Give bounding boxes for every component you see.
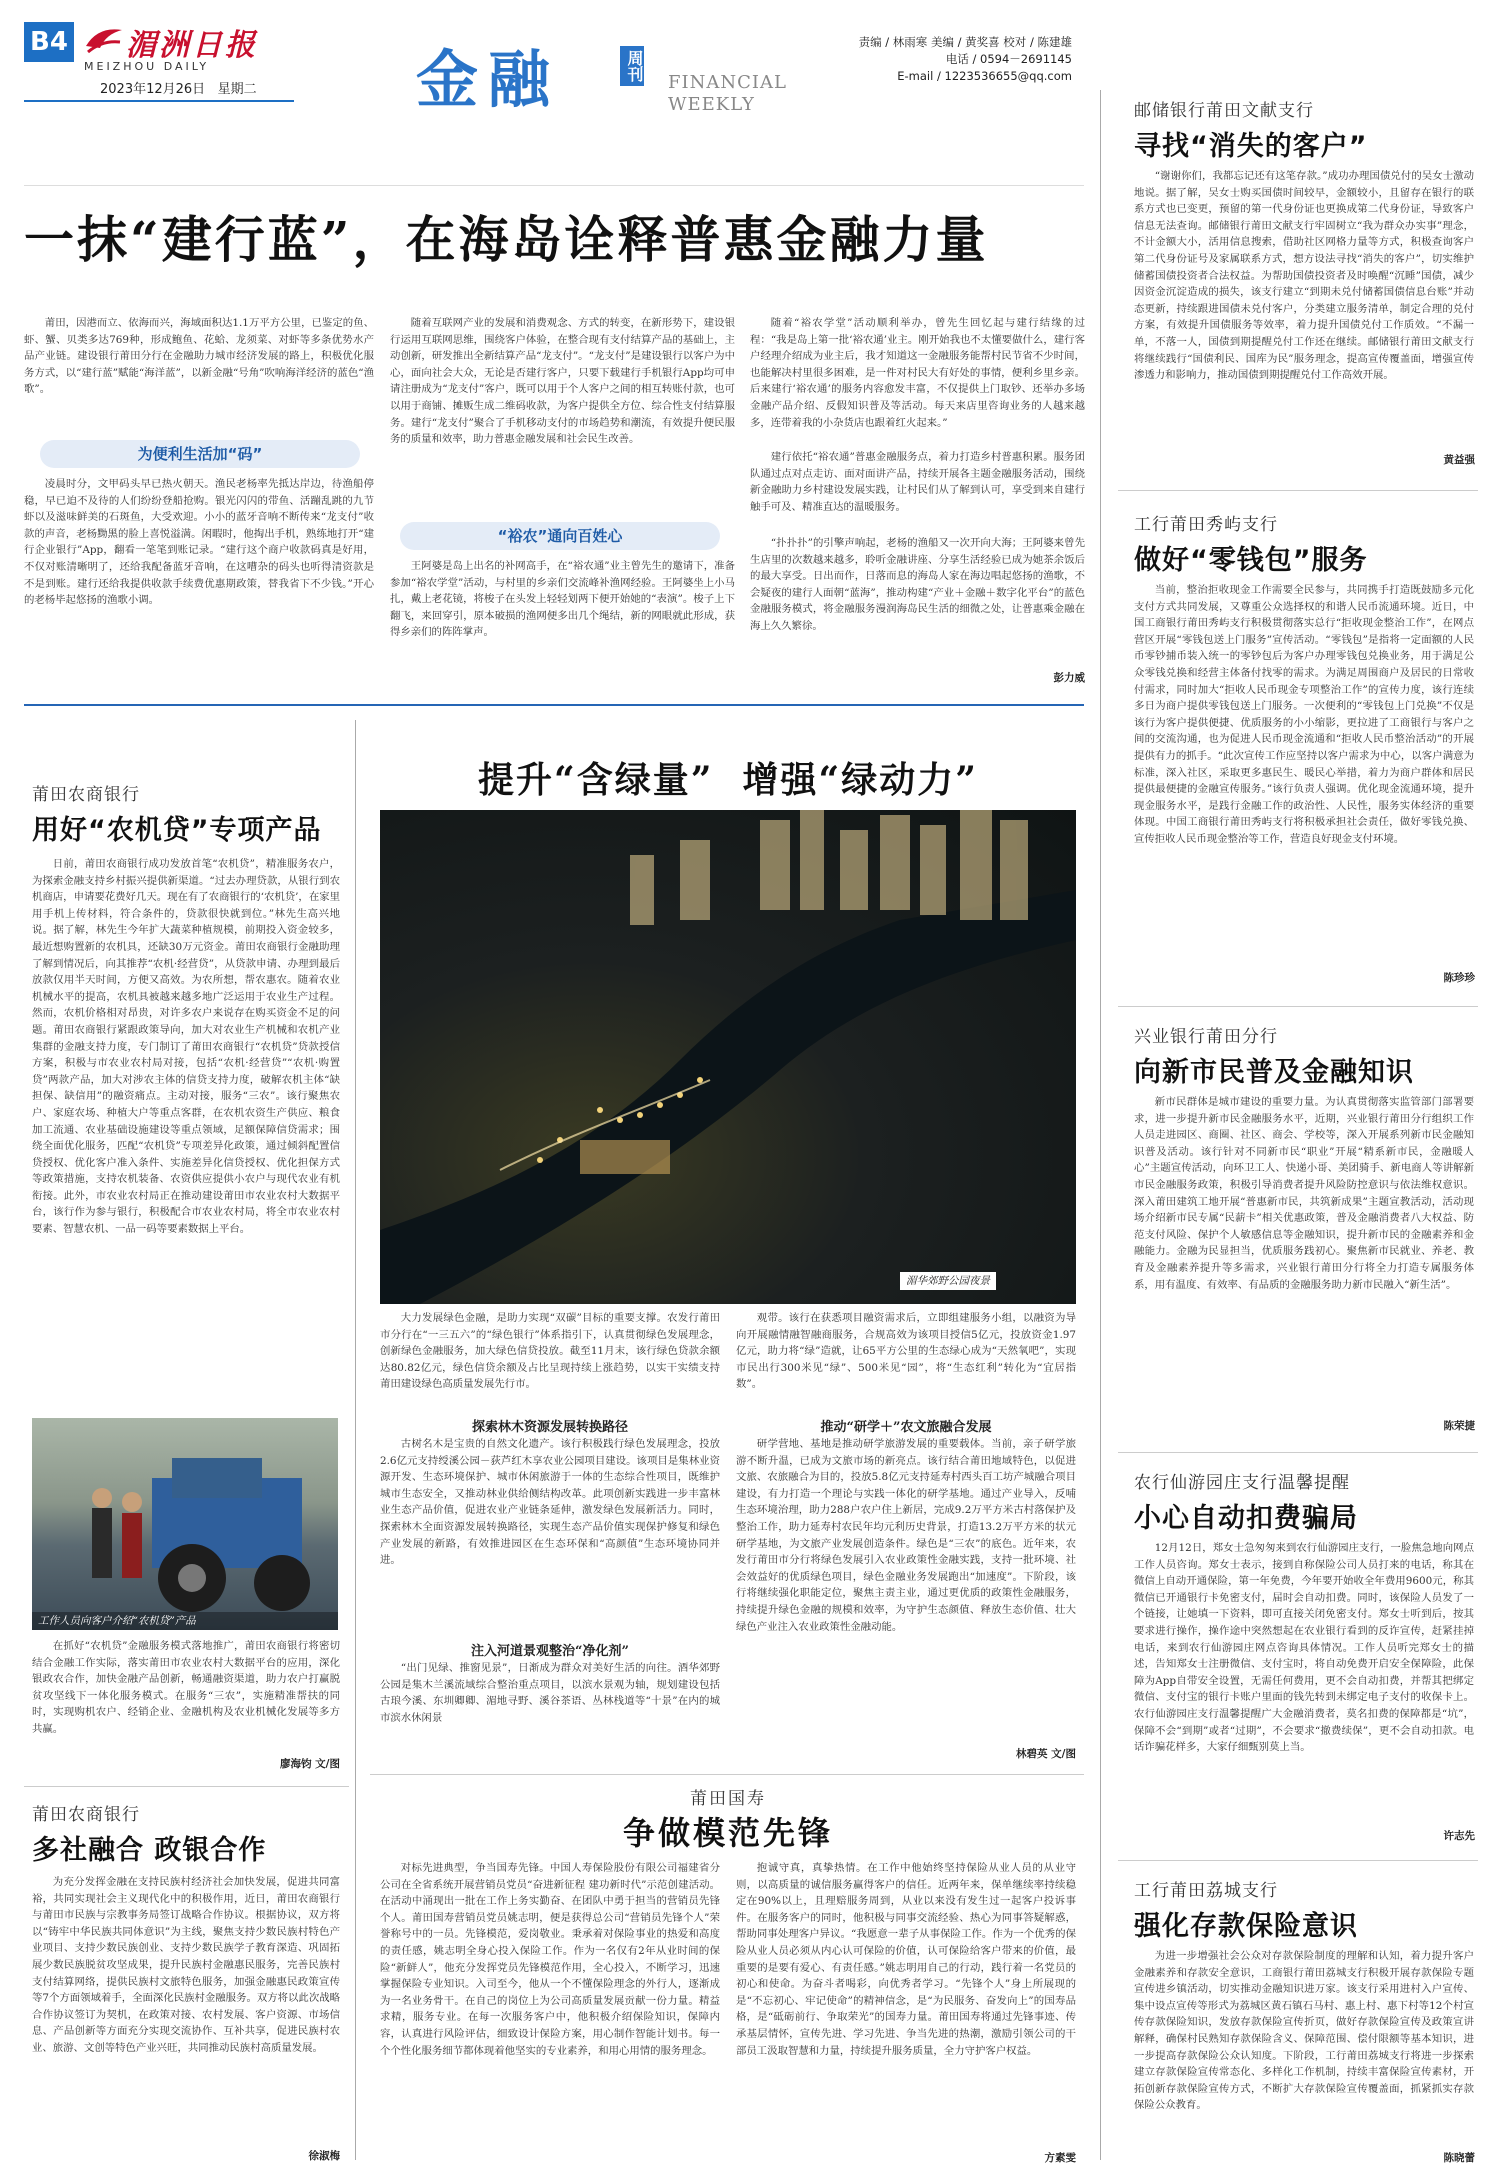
right-col-divider bbox=[1100, 90, 1101, 2160]
center-sub3: 推动“研学＋”农文旅融合发展 bbox=[820, 1420, 992, 1435]
rc2-text: 当前，整治拒收现金工作需要全民参与，共同携手打造既鼓励多元化支付方式共同发展，又尊重公众选择权的和谐人民币流通环境。近日，中国工商银行莆田秀屿支行积极贯彻落实总行“拒收现金整治工作”，在网点营区开展“零钱包送上门服务”宣传活动。“零钱包”是指将一定面额的人民币零钞捕币装入统一的零钞包后为客户办理零钱包兑换业务，用于满足公众零钱兑换和经营主体备付找零的需求。为满足周围商户及居民的日常收付需求，同时加大“拒收人民币现金专项整治工作”的宣传力度，该行连续多日为商户提供零钱包送上门服务。一次便利的“零钱包上门兑换”不仅是该行为客户提供便捷、优质服务的小小缩影，更拉进了工商银行与客户之间的交流沟通，也为促进人民币现金流通和“拒收人民币整治活动”的开展提供有力的抓手。“此次宣传工作应坚持以客户需求为中心，以客户满意为标准，深入社区，采取更多惠民生、暖民心举措，着力为商户群体和居民提供最便捷的金融宣传服务。”该行负责人强调。优化现金流通环境，提升现金服务水平，是践行金融工作的政治性、人民性，服务实体经济的重要体现。中国工商银行莆田秀屿支行将积极承担社会责任，做好零钱兑换、宣传拒收人民币现金整治等工作，营造良好现金支付环境。 bbox=[1134, 584, 1474, 845]
center-intro-a: 大力发展绿色金融，是助力实现“双碳”目标的重要支撑。农发行莆田市分行在“一三五六”的“绿色银行”体系指引下，认真贯彻绿色发展理念，创新绿色金融服务，加大绿色信贷投放。截至11月末，该行绿色贷款余额达80.82亿元，绿色信贷余额及占比呈现持续上涨趋势，以实干实绩支持莆田建设绿色高质量发展先行市。 bbox=[380, 1312, 720, 1391]
center-author: 林碧英 文/图 bbox=[920, 1746, 1076, 1761]
center-sec3: 研学营地、基地是推动研学旅游发展的重要载体。当前，亲子研学旅游不断升温，已成为文旅市场的新亮点。该行结合莆田地域特色，以促进文旅、农旅融合为目的，投放5.8亿元支持延寿村西头百工坊产城融合项目建设，有力打造一个理论与实践一体化的研学基地。通过产业导入，反哺生态环境治理，助力288户农户住上新居，完成9.2万平方米古村落保护及整治工作，助力延寿村农民年均元利历史背景，打造13.2万平方米的状元研学基地，为文旅产业发展创造条件。绿色是“三农”的底色。近年来，农发行莆田市分行将绿色发展引入农业政策性金融实践，支持一批环境、社会效益好的优质绿色项目，绿色金融业务发展跑出“加速度”。下阶段，该行将继续强化职能定位，聚焦主责主业，通过更优质的政策性金融服务，持续提升绿色金融的规模和效率，为守护生态颜值、释放生态价值、壮大绿色产业注入农业政策性金融动能。 bbox=[736, 1438, 1076, 1633]
page-number-box: B4 bbox=[24, 22, 74, 62]
rc4-kicker: 农行仙游园庄支行温馨提醒 bbox=[1134, 1473, 1350, 1493]
rc1-text: “谢谢你们，我都忘记还有这笔存款。”成功办理国债兑付的吴女士激动地说。据了解，吴女士购买国债时间较早，金额较小，且留存在银行的联系方式也已变更，预留的第一代身份证也更换成第二代身份证，导致客户信息无法查询。邮储银行莆田文献支行牢固树立“我为群众办实事”理念，不计金额大小，活用信息搜索，借助社区网格力量等方式，积极查询客户第二代身份证号及家属联系方式，想方设法寻找“消失的客户”，切实维护储蓄国债投资者合法权益。为帮助国债投资者及时唤醒“沉睡”国债，减少因资金沉淀造成的损失，该支行建立“到期未兑付储蓄国债信息台账”并动态更新，持续跟进国债未兑付客户，分类建立服务清单，制定合理的兑付方案，有效提升国债服务等效率，着力提升国债兑付工作质效。“不漏一单，不落一人，国债到期提醒兑付工作还在继续。邮储银行莆田文献支行将继续践行“国债利民、国库为民”服务理念，提高宣传覆盖面，增强宣传渗透力和影响力，推动国债到期提醒兑付工作高效开展。 bbox=[1134, 170, 1474, 382]
rc2-rule bbox=[1118, 1006, 1478, 1007]
center-sec2: “出门见绿、推窗见景”，日渐成为群众对美好生活的向往。酒华郊野公园是集木兰溪流域综合整治重点项目，以滨水景观为轴，规划建设包括古琅今溪、东圳卿卿、湄地寻野、溪谷茶语、丛林栈道等“十景”在内的城市滨水休闲景 bbox=[380, 1662, 720, 1724]
lc2-author: 徐淑梅 bbox=[308, 2150, 340, 2162]
rc5-kicker: 工行莆田荔城支行 bbox=[1134, 1881, 1278, 1901]
rc4-title: 小心自动扣费骗局 bbox=[1134, 1503, 1358, 1534]
lead-col3c-text: “扑扑扑”的引擎声响起，老杨的渔船又一次开向大海；王阿婆来曾先生店里的次数越来越多，聆听金融讲座、分享生活经验已成为她茶余饭后的最大享受。日出而作，日落而息的海岛人家在海边唱起悠扬的渔歌，不会疑夜的建行人面朝“蓝海”，推动构建“产业＋金融＋数字化平台”的蓝色金融服务模式，将金融服务漫润海岛民生活的细微之处，让普惠乘金融在海上久久繁徐。 bbox=[750, 537, 1085, 632]
insurance-col1: 对标先进典型，争当国寿先锋。中国人寿保险股份有限公司福建省分公司在全省系统开展营销员党员“奋进新征程 建功新时代”示范创建活动。在活动中涌现出一批在工作上务实勤奋、在团队中勇于担当的营销员先锋个人。莆田国寿营销员党员姚志明，便是获得总公司“营销员先锋个人”荣誉称号中的一员。先锋模范，爱岗敬业。秉承着对保险事业的热爱和高度的责任感，姚志明全身心投入保险工作。作为一名仅有2年从业时间的保险“新鲜人”，他充分发挥党员先锋模范作用，全心投入，不断学习，迅速掌握保险专业知识。入司至今，他从一个不懂保险理念的外行人，逐渐成为一名业务骨干。在自己的岗位上为公司高质量发展贡献一份力量。精益求精，服务专业。在每一次服务客户中，他积极介绍保险知识，保障内容，认真进行风险评估，细致设计保险方案，用心制作智能计划书。每一个个性化服务细节都体现着他坚实的专业素养，和用心用情的服务理念。 bbox=[380, 1862, 720, 2057]
staff-credits: 责编 / 林雨寒 美编 / 黄奖喜 校对 / 陈建雄 电话 / 0594－2691145 E-mail / 1223536655@qq.com bbox=[858, 35, 1072, 83]
rc2-author: 陈珍珍 bbox=[1320, 970, 1475, 985]
lc1-rule bbox=[24, 1786, 349, 1787]
insurance-col2: 抱诚守真，真挚热情。在工作中他始终坚持保险从业人员的从业守则，以高质量的诚信服务赢得客户的信任。近两年来，保单继续率持续稳定在90%以上，且理赔服务周到，从业以来没有发生过一起客户投诉事件。在服务客户的同时，他积极与同事交流经验、热心为同事答疑解惑，帮助同事处理客户异议。“我愿意一辈子从事保险工作。作为一个优秀的保险从业人员必须从内心认可保险的价值，认可保险给客户带来的价值，最重要的是要有爱心、有责任感。”姚志明用自己的行动，践行着一名党员的初心和使命。为奋斗者喝彩，向优秀者学习。“先锋个人”身上所展现的是“不忘初心、牢记使命”的精神信念，是“为民服务、奋发向上”的国寿品格，是“砥砺前行、争取荣光”的国寿力量。莆田国寿将通过先锋事迹、传承基层情怀，宣传先进、学习先进、争当先进的热潮，激励引领公司的干部员工汲取智慧和力量，持续提升服务质量，全力守护客户权益。 bbox=[736, 1862, 1076, 2057]
lead-subhead-convenience: 为便利生活加“码” bbox=[40, 440, 360, 468]
rc5-text: 为进一步增强社会公众对存款保险制度的理解和认知，着力提升客户金融素养和存款安全意识，工商银行莆田荔城支行积极开展存款保险专题宣传进乡镇活动，切实推动金融知识进万家。该支行采用进村入户宣传、集中设点宣传等形式为荔城区黄石镇石马村、惠上村、惠下村等12个村宣传存款保险知识，发放存款保险宣传折页，做好存款保险宣传及政策宣讲解释，确保村民熟知存款保险含义、保障范围、偿付限额等基本知识，进一步提高存款保险公众认知度。下阶段，工行莆田荔城支行将进一步探索建立存款保险宣传常态化、多样化工作机制，持续丰富保险宣传素材，开拓创新存款保险宣传方式，不断扩大存款保险宣传覆盖面，抓紧抓实存款保险公众教育。 bbox=[1134, 1950, 1474, 2112]
lc2-text: 为充分发挥金融在支持民族村经济社会加快发展，促进共同富裕，共同实现社会主义现代化中的积极作用，近日，莆田农商银行与莆田市民族与宗教事务局签订战略合作协议。根据协议，双方将以“铸牢中华民族共同体意识”为主线，聚焦支持少数民族村特色产业项目、支持少数民族创业、支持少数民族学子教育深造、巩固拓展少数民族脱贫攻坚成果，提升民族村金融惠民服务，完善民族村支付结算网络，提供民族村文旅特色服务，加强金融惠民政策宣传等7个方面领域着手，全面深化民族村金融服务。双方将以此次战略合作协议签订为契机，在政策对接、农村发展、客户资源、市场信息、产品创新等方面充分实现交流协作、互补共享，促进民族村农业、旅游、文创等特色产业兴旺，共同推动民族村高质量发展。 bbox=[32, 1876, 340, 2054]
section-title: 金融 bbox=[416, 43, 561, 116]
rc5-author: 陈晓蕾 bbox=[1320, 2150, 1475, 2165]
center-sub2: 注入河道景观整治“净化剂” bbox=[471, 1644, 629, 1659]
rc4-author: 许志先 bbox=[1320, 1828, 1475, 1843]
center-intro-b: 观带。该行在获悉项目融资需求后，立即组建服务小组，以融资为导向开展融情融智融商服务，合规高效为该项目授信5亿元，投放资金1.97亿元，助力将“绿”造就，让65平方公里的生态绿心成为“天然氧吧”，实现市民出行300米见“绿”、500米见“园”，将“生态红利”转化为“宜居指数”。 bbox=[736, 1312, 1076, 1391]
lead-subhead-yunong: “裕农”通向百姓心 bbox=[400, 522, 720, 550]
lc2-title: 多社融合 政银合作 bbox=[32, 1835, 267, 1866]
lead-col3-text: 随着“裕农学堂”活动顺利举办，曾先生回忆起与建行结缘的过程：“我是岛上第一批‘裕农通’业主。刚开始我也不太懂要做什么，建行客户经理介绍成为业主后，我才知道这一金融服务能帮村民节省不少时间，也能解决村里很多困难，是一件对村民大有好处的事情，便利乡里乡亲。后来建行‘裕农通’的服务内容愈发丰富，不仅提供上门取钞、还举办多场金融产品介绍、反假知识普及等活动。每天来店里咨询业务的人越来越多，连带着我的小杂货店也跟着红火起来。” bbox=[750, 317, 1085, 429]
insurance-title: 争做模范先锋 bbox=[622, 1814, 833, 1852]
center-rule bbox=[370, 1774, 1084, 1775]
rc5-title: 强化存款保险意识 bbox=[1134, 1911, 1358, 1942]
center-sub1: 探索林木资源发展转换路径 bbox=[471, 1420, 628, 1435]
lead-col2b-text: 王阿婆是岛上出名的补网高手，在“裕农通”业主曾先生的邀请下，准备参加“裕农学堂”活动，与村里的乡亲们交流峰补渔网经验。王阿婆坐上小马扎，戴上老花镜，将梭子在头发上轻轻划两下便开始她的“表演”。梭子上下翻飞，来回穿引，原本破损的渔网便多出几个绳结，新的网眼就此形成，获得乡亲们的阵阵掌声。 bbox=[390, 560, 735, 639]
lead-col1-text: 莆田，因港而立、依海而兴，海域面积达1.1万平方公里，已鉴定的鱼、虾、蟹、贝类多达769种，形成鲍鱼、花蛤、龙须菜、对虾等多条优势水产品产业链。建设银行莆田分行在金融助力城市经济发展的路上，积极优化服务方式，以“建行蓝”赋能“海洋蓝”，以新金融“号角”吹响海洋经济的蓝色“渔歌”。 bbox=[24, 317, 374, 396]
lc1-text2: 在抓好“农机贷”金融服务模式落地推广，莆田农商银行将密切结合金融工作实际，落实莆田市农业农村大数据平台的应用，深化银政农合作，加快金融产品创新，畅通融资渠道，助力农户打赢脱贫攻坚线下一体化服务模式。在服务“三农”，实施精准帮扶的同时，实现购机农户、经销企业、金融机构及农业机械化发展等多方共赢。 bbox=[32, 1640, 340, 1735]
insurance-kicker: 莆田国寿 bbox=[690, 1789, 766, 1809]
rc4-text: 12月12日，郑女士急匆匆来到农行仙游园庄支行，一脸焦急地向网点工作人员咨询。郑女士表示，接到自称保险公司人员打来的电话，称其在微信上自动开通保险，第一年免费，今年要开始收全年费用9600元，称其微信已开通银行卡免密支付，届时会自动扣费。同时，该保险人员发了一个链接，让她填一下资料，即可直接关闭免密支付。郑女士听到后，按其要求进行操作，操作途中突然想起在农业银行看到的反诈宣传，赶紧挂掉电话，来到农行仙游园庄网点咨询具体情况。工作人员听完郑女士的描述，告知郑女士注册微信、支付宝时，将自动免费开启安全保障险，此保障为App自带安全设置，无需任何费用，更不会自动扣费，并帮其把绑定微信、支付宝的银行卡账户里面的钱先转到未绑定电子支付的收保卡上。农行仙游园庄支行温馨提醒广大金融消费者，莫名扣费的保障都是“坑”，保障不会“到期”或者“过期”，不会要求“撤费续保”，更不会自动扣款。电话诈骗花样多，大家仔细甄别莫上当。 bbox=[1134, 1542, 1474, 1754]
center-sec1: 古树名木是宝贵的自然文化遗产。该行积极践行绿色发展理念，投放2.6亿元支持绶溪公园－荻芦红木享农业公园项目建设。该项目是集林业资源开发、生态环境保护、城市休闲旅游于一体的生态综合性项目，既维护城市生态安全，又推动林业供给侧结构改革。此项创新实践进一步丰富林业生态产品价值，促进农业产业链条延伸，激发绿色发展新活力。同时，探索林木全面资源发展转换路径，实现生态产品价值实现保护修复和绿色产业发展的新路，有效推进园区在生态环保和“高颜值”生态环境协同并进。 bbox=[380, 1438, 720, 1567]
rc1-kicker: 邮储银行莆田文献支行 bbox=[1134, 101, 1314, 121]
rc1-author: 黄益强 bbox=[1320, 452, 1475, 467]
night-park-photo bbox=[380, 810, 1076, 1304]
center-headline: 提升“含绿量” 增强“绿动力” bbox=[478, 759, 978, 801]
issue-date: 2023年12月26日 星期二 bbox=[100, 82, 257, 97]
lc1-kicker: 莆田农商银行 bbox=[32, 785, 140, 805]
section-title-en: FINANCIAL WEEKLY bbox=[668, 72, 787, 115]
tractor-photo-caption: 工作人员向客户介绍“农机贷”产品 bbox=[32, 1612, 338, 1630]
rc3-rule bbox=[1118, 1452, 1478, 1453]
rc2-title: 做好“零钱包”服务 bbox=[1134, 545, 1368, 576]
lc2-kicker: 莆田农商银行 bbox=[32, 1805, 140, 1825]
rc3-text: 新市民群体是城市建设的重要力量。为认真贯彻落实监管部门部署要求，进一步提升新市民金融服务水平，近期，兴业银行莆田分行组织工作人员走进园区、商圈、社区、商会、学校等，深入开展系列新市民金融知识普及活动。该行针对不同新市民“职业”开展“精系新市民，金融暖人心”主题宣传活动，向环卫工人、快递小哥、美团骑手、新电商人等讲解新市民金融服务政策，积极引导消费者提升风险防控意识与依法维权意识。深入莆田建筑工地开展“普惠新市民，共筑新成果”主题宣教活动，活动现场介绍新市民专属“民薪卡”相关优惠政策，普及金融消费者八大权益、防范支付风险、保护个人敏感信息等金融知识，提升新市民的金融素养和金融能力。金融为民显担当，优质服务践初心。聚焦新市民就业、养老、教育及金融素养提升等多需求，兴业银行莆田分行将全力打造专属服务体系，用有温度、有效率、有品质的金融服务助力新市民融入“新生活”。 bbox=[1134, 1096, 1474, 1291]
lc1-text: 日前，莆田农商银行成功发放首笔“农机贷”，精准服务农户，为探索金融支持乡村振兴提供新渠道。“过去办理贷款，从银行到农机商店，申请要花费好几天。现在有了农商银行的‘农机贷’，在家里用手机上传材料，符合条件的，贷款很快就到位。”林先生高兴地说。据了解，林先生今年扩大蔬菜种植规模，前期投入资金较多，最近想购置新的农机具，还缺30万元资金。莆田农商银行金融助理了解到情况后，向其推荐“农机·经营贷”，从贷款申请、办理到最后放款仅用半天时间，方便又高效。为农所想，帮农惠农。随着农业机械水平的提高，农机具被越来越多地广泛运用于农业生产过程。然而，农机价格相对昂贵，对许多农户来说存在购买资金不足的问题。莆田农商银行紧跟政策导向，加大对农业生产机械和农机产业集群的金融支持力度，专门制订了莆田农商银行“农机贷”贷款授信方案，积极与市农业农村局对接，包括“农机·经营贷”“农机·购置贷”两款产品，加大对涉农主体的信贷支持力度，破解农机主体“缺担保、缺信用”的融资痛点。主动对接，服务“三农”。该行聚焦农户、家庭农场、种植大户等重点客群，在农机农资生产供应、粮食加工流通、农业基础设施建设等重点领域，足额保障信贷需求；围绕全面优化服务，匹配“农机贷”专项差异化政策，通过倾斜配置信贷授权、优化客户准入条件、实施差异化信贷授权、优化担保方式等政策措施，支持农机装备、农资供应提供小农户与现代农业有机衔接。此外，市农业农村局正在推动建设莆田市农业农村大数据平台，该行作为参与银行，积极配合市农业农村局，将全市农业农村要素、智慧农机、一品一码等要素数据上平台。 bbox=[32, 858, 340, 1236]
lead-col2-text: 随着互联网产业的发展和消费观念、方式的转变，在新形势下，建设银行运用互联网思维，围绕客户体验，在整合现有支付结算产品的基础上，主动创新，研发推出全新结算产品“龙支付”。“龙支付”是建设银行以客户为中心，面向社会大众，无论是否建行客户，只要下载建行手机银行App均可申请注册成为“龙支付”客户，既可以用于个人客户之间的相互转账付款，也可以用于商铺、摊贩生成二维码收款，为客户提供全方位、综合性支付结算服务。建行“龙支付”聚合了手机移动支付的市场趋势和潮流，有效提升便民服务的质量和效率，助力普惠金融发展和社会民生改善。 bbox=[390, 317, 735, 446]
lead-bottom-rule bbox=[24, 704, 1084, 706]
left-col-divider bbox=[355, 720, 356, 2160]
rc4-rule bbox=[1118, 1860, 1478, 1861]
section-subtitle: 周刊 bbox=[620, 46, 644, 86]
lead-col1b-text: 凌晨时分，文甲码头早已热火朝天。渔民老杨率先抵达岸边，待渔船停稳，早已迫不及待的人们纷纷登船抢购。银光闪闪的带鱼、活蹦乱跳的九节虾以及滋味鲜美的石斑鱼，大受欢迎。小小的蓝牙音响不断传来“龙支付”收款的声音，老杨黝黑的脸上喜悦溢满。闲暇时，他掏出手机，熟练地打开“建行企业银行”App，翻看一笔笔到账记录。“建行这个商户收款码真是好用，不仅对账清晰明了，还给我配备蓝牙音响，在这嘈杂的码头也听得清资款是不是到账。建行还给我提供收款手续费优惠期政策，替我省下不少钱。”开心的老杨毕起悠扬的渔歌小调。 bbox=[24, 478, 374, 607]
rc3-title: 向新市民普及金融知识 bbox=[1134, 1057, 1414, 1088]
lead-author: 彭力威 bbox=[1053, 672, 1085, 684]
header-rule bbox=[24, 100, 294, 102]
lc1-title: 用好“农机贷”专项产品 bbox=[32, 815, 322, 846]
newspaper-name-en: MEIZHOU DAILY bbox=[84, 60, 210, 73]
rc2-kicker: 工行莆田秀屿支行 bbox=[1134, 515, 1278, 535]
night-park-caption: 湄华郊野公园夜景 bbox=[900, 1272, 996, 1290]
insurance-author: 方素雯 bbox=[1044, 2152, 1076, 2164]
rc1-rule bbox=[1118, 490, 1478, 491]
tractor-photo bbox=[32, 1418, 338, 1630]
lead-headline: 一抹“建行蓝”，在海岛诠释普惠金融力量 bbox=[24, 210, 989, 269]
rc1-title: 寻找“消失的客户” bbox=[1134, 131, 1368, 162]
headline-top-rule bbox=[24, 185, 1084, 186]
lead-col3b-text: 建行依托“裕农通”普惠金融服务点，着力打造乡村普惠积累。服务团队通过点对点走访、面对面讲产品，持续开展各主题金融服务活动，围绕新金融助力乡村建设发展实践，让村民们从了解到认可，享受到来自建行触手可及、精准直达的温暖服务。 bbox=[750, 451, 1085, 513]
newspaper-name: 湄洲日报 bbox=[126, 28, 258, 63]
lc1-author: 廖海钧 文/图 bbox=[280, 1758, 340, 1770]
rc3-kicker: 兴业银行莆田分行 bbox=[1134, 1027, 1278, 1047]
newspaper-logo-icon bbox=[84, 22, 124, 56]
rc3-author: 陈荣捷 bbox=[1320, 1418, 1475, 1433]
